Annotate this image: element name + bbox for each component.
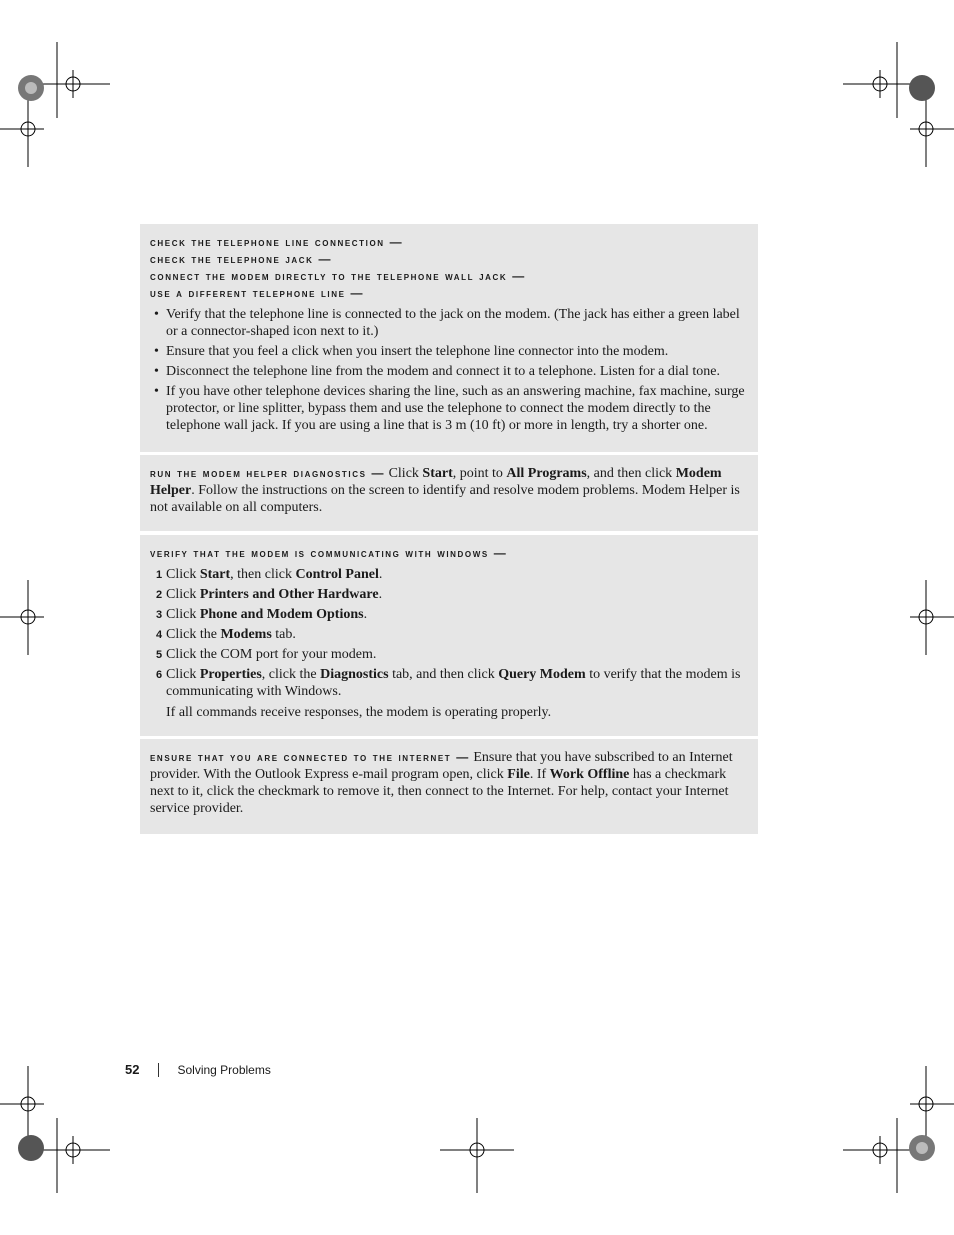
list-item: [150, 306, 748, 340]
text-span: Click: [166, 567, 200, 582]
text-span: , point to: [452, 466, 507, 481]
text-span: , then click: [230, 567, 296, 582]
modem-helper-box: [140, 455, 758, 531]
heading-verify-windows: verify that the modem is communicating with windows —: [150, 546, 508, 560]
text-span: Click: [166, 667, 200, 682]
text-span: .: [363, 607, 368, 622]
page-number: 52: [125, 1062, 140, 1077]
list-item: [150, 566, 748, 583]
internet-paragraph: [150, 749, 748, 817]
bullet-icon: •: [154, 344, 159, 359]
text-span: 5: [156, 649, 163, 661]
text-span: tab.: [271, 627, 296, 642]
text-span: 3: [156, 609, 163, 621]
ui-start: Start: [422, 466, 453, 481]
bullet-list: [150, 306, 748, 434]
heading-check-jack: check the telephone jack —: [150, 252, 333, 266]
text-span: Properties: [199, 667, 262, 682]
heading-modem-helper: run the modem helper diagnostics —: [150, 466, 386, 480]
text-span: Modems: [220, 627, 272, 642]
page-footer: [125, 1062, 271, 1077]
ui-work-offline: Work Offline: [549, 767, 630, 782]
text-span: .: [378, 587, 383, 602]
list-item: [150, 646, 748, 663]
footer-separator: [158, 1063, 159, 1077]
text-span: 4: [156, 629, 163, 641]
text-span: 6: [156, 669, 163, 681]
text-span: tab, and then click: [388, 667, 499, 682]
verify-windows-box: [140, 535, 758, 736]
section1-headings: [150, 234, 748, 302]
text-span: 2: [156, 589, 163, 601]
heading-internet: ensure that you are connected to the internet —: [150, 750, 470, 764]
ui-all-programs: All Programs: [506, 466, 587, 481]
text-span: Click the COM port for your modem.: [166, 647, 377, 662]
text-span: Start: [199, 567, 231, 582]
text-span: Click: [388, 466, 423, 481]
section-title: Solving Problems: [177, 1062, 271, 1077]
text-span: . If: [529, 767, 550, 782]
list-item: [150, 343, 748, 360]
text-span: , and then click: [586, 466, 676, 481]
text-span: Click the: [166, 627, 221, 642]
result-note: If all commands receive responses, the modem is operating properly.: [166, 705, 552, 720]
list-item: [150, 606, 748, 623]
bullet-icon: •: [154, 307, 159, 322]
text-span: has a checkmark next to it, click the checkmark to remove it, then connect to the Internet. For help, contact your Internet service provider.: [150, 767, 729, 816]
text-span: 1: [156, 569, 163, 581]
text-span: Control Panel: [295, 567, 379, 582]
list-item: [150, 626, 748, 643]
text-span: to verify that the modem is communicating with Windows.: [166, 667, 741, 699]
list-item: [150, 363, 748, 380]
heading-different-line: use a different telephone line —: [150, 286, 365, 300]
list-item: [150, 666, 748, 700]
list-item: [150, 586, 748, 603]
text-span: If you have other telephone devices sharing the line, such as an answering machine, fax machine, surge protector, or line splitter, bypass them and use the telephone to connect the modem directly to the telephone wall jack. If you are using a line that is 3 m (10 ft) or more in length, try a shorter one.: [166, 384, 745, 433]
internet-connection-box: [140, 739, 758, 834]
text-span: Printers and Other Hardware: [199, 587, 379, 602]
list-item: [150, 383, 748, 434]
steps-list: [150, 566, 748, 700]
heading-connect-wall-jack: connect the modem directly to the telephone wall jack —: [150, 269, 526, 283]
text-span: Ensure that you have subscribed to an Internet provider. With the Outlook Express e-mail program open, click: [150, 750, 733, 782]
heading-check-line: check the telephone line connection —: [150, 235, 404, 249]
ui-modem-helper: Modem Helper: [150, 466, 722, 498]
text-span: Disconnect the telephone line from the modem and connect it to a telephone. Listen for a dial tone.: [166, 364, 720, 379]
text-span: Phone and Modem Options: [199, 607, 364, 622]
bullet-icon: •: [154, 364, 159, 379]
text-span: Ensure that you feel a click when you insert the telephone line connector into the modem.: [166, 344, 669, 359]
text-span: , click the: [261, 667, 321, 682]
text-span: Query Modem: [498, 667, 586, 682]
text-span: Verify that the telephone line is connected to the jack on the modem. (The jack has either a green label or a connector-shaped icon next to it.): [166, 307, 740, 339]
text-span: Click: [166, 587, 200, 602]
ui-file: File: [507, 767, 530, 782]
text-span: . Follow the instructions on the screen to identify and resolve modem problems. Modem Helper is not available on all computers.: [150, 483, 740, 515]
modem-troubleshoot-box-1: [140, 224, 758, 452]
modem-helper-paragraph: [150, 465, 748, 516]
bullet-icon: •: [154, 384, 159, 399]
text-span: .: [378, 567, 383, 582]
text-span: Click: [166, 607, 200, 622]
text-span: Diagnostics: [320, 667, 389, 682]
